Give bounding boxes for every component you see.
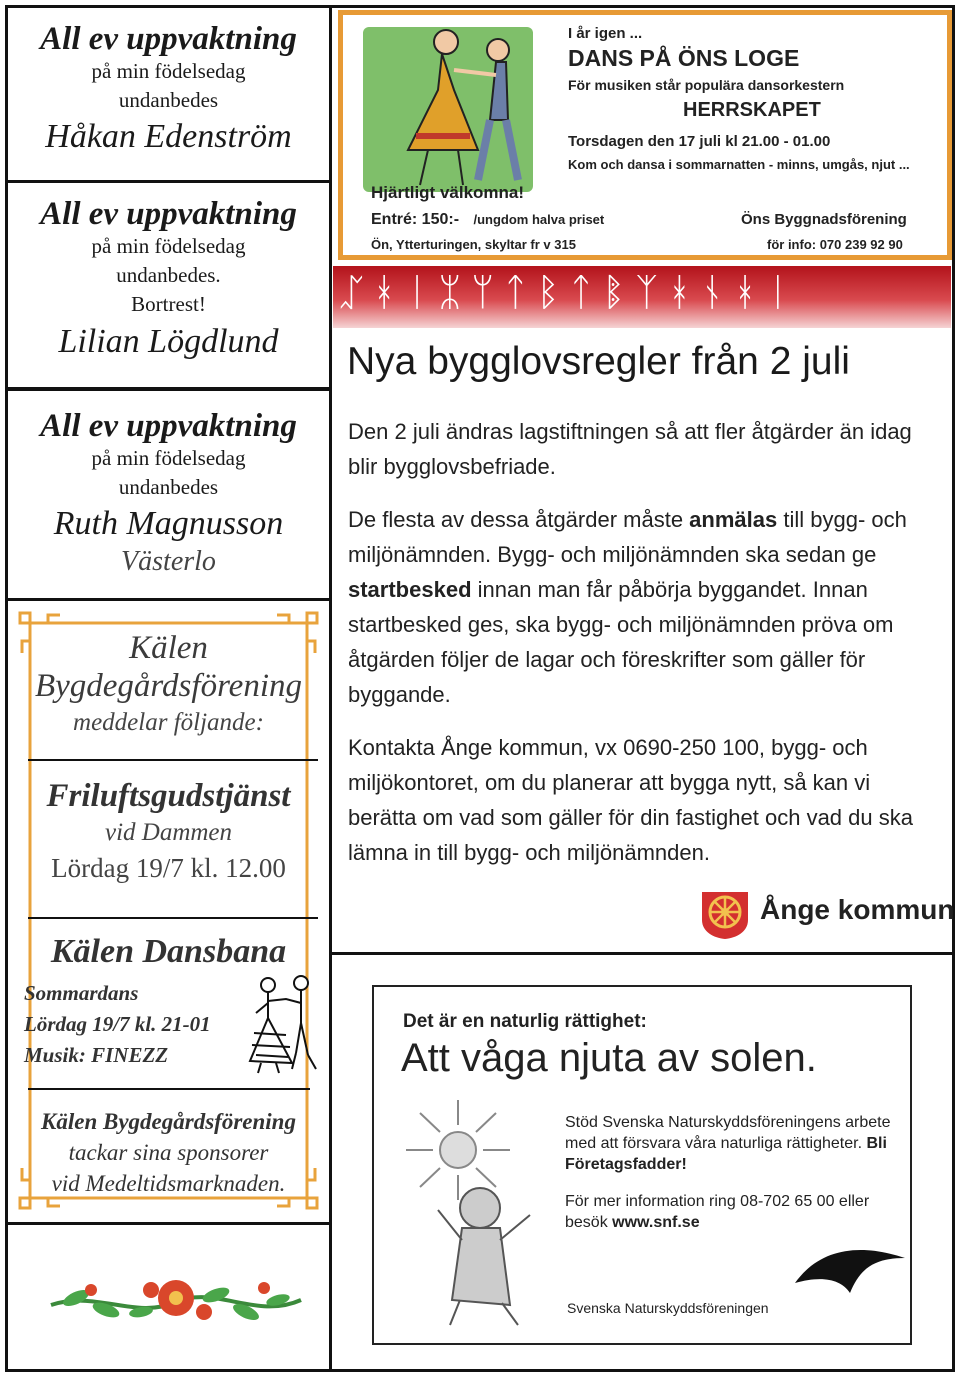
service-time: Lördag 19/7 kl. 12.00	[51, 853, 286, 883]
dancing-couple-icon	[246, 973, 324, 1078]
notice-line: undanbedes.	[116, 263, 221, 288]
flower-panel	[5, 1222, 332, 1372]
service-place: vid Dammen	[104, 819, 233, 846]
notice-line: på min födelsedag	[91, 233, 246, 258]
notice-name: Håkan Edenström	[45, 118, 292, 156]
bird-logo-icon	[790, 1238, 910, 1308]
dance-ad-organizer: Öns Byggnadsförening	[741, 211, 907, 228]
dance-line: Lördag 19/7 kl. 21-01	[24, 1012, 211, 1036]
kalen-panel	[5, 598, 332, 1225]
dance-ad-info: för info: 070 239 92 90	[767, 237, 903, 252]
notice-line: undanbedes	[118, 88, 219, 113]
kalen-org-line1: Kälen	[129, 630, 208, 666]
dance-ad-tagline: Kom och dansa i sommarnatten - minns, umgås, njut ...	[568, 157, 910, 172]
notice-name: Ruth Magnusson	[53, 505, 284, 543]
notice-heading: All ev uppvaktning	[40, 21, 297, 57]
kalen-announces: meddelar följande:	[73, 709, 264, 736]
dance-ad-location: Ön, Ytterturingen, skyltar fr v 315	[371, 237, 576, 252]
thanks-line: tackar sina sponsorer	[68, 1140, 269, 1165]
notice-line: undanbedes	[118, 475, 219, 500]
snf-headline: Att våga njuta av solen.	[401, 1036, 817, 1080]
dance-ad-entry: Entré: 150:-	[371, 211, 460, 228]
divider	[28, 759, 318, 761]
notice-line: på min födelsedag	[91, 445, 246, 470]
snf-body: Stöd Svenska Naturskyddsföreningens arbete med att försvara våra naturliga rättigheter. Bli Företagsfadder!	[565, 1114, 891, 1173]
dance-ad-subtitle: För musiken står populära dansorkestern	[568, 77, 845, 93]
notice-heading: All ev uppvaktning	[40, 408, 297, 444]
article-paragraph: Kontakta Ånge kommun, vx 0690-250 100, bygg- och miljökontoret, om du planerar att bygga nytt, så kan vi berätta om vad som gäller för din fastighet och vad du ska lämna in till bygg- och miljönämnden.	[348, 735, 913, 865]
service-title: Friluftsgudstjänst	[46, 778, 291, 814]
dance-line: Sommardans	[24, 981, 139, 1005]
thanks-line: vid Medeltidsmarknaden.	[51, 1171, 286, 1196]
article-title: Nya bygglovsregler från 2 juli	[347, 340, 850, 383]
divider	[28, 1088, 310, 1090]
ange-logo-text: Ånge kommun	[760, 894, 955, 925]
notice-2	[5, 180, 332, 390]
notice-heading: All ev uppvaktning	[40, 196, 297, 232]
ange-wheel-icon	[700, 890, 750, 940]
snf-contact: För mer information ring 08-702 65 00 eller besök www.snf.se	[565, 1193, 870, 1231]
dance-ad-welcome: Hjärtligt välkomna!	[371, 183, 525, 202]
dance-ad-title: DANS PÅ ÖNS LOGE	[568, 45, 800, 71]
thanks-line: Kälen Bygdegårdsförening	[41, 1109, 296, 1134]
notice-name: Lilian Lögdlund	[58, 322, 279, 360]
dancing-couple-icon	[358, 20, 548, 195]
article-paragraph: Den 2 juli ändras lagstiftningen så att fler åtgärder än idag blir bygglovsbefriade.	[348, 419, 912, 479]
dance-title: Kälen Dansbana	[50, 933, 287, 970]
article-paragraph: De flesta av dessa åtgärder måste anmälas till bygg- och miljönämnden. Bygg- och miljönämnden ska sedan ge startbesked innan man får påbörja byggandet. Innan startbesked ges, ska bygg- och miljönämnden pröva om åtgärden följer de lagar och föreskrifter som gäller för byggande.	[348, 507, 907, 707]
dance-ad-intro: I år igen ...	[568, 25, 643, 42]
person-icon	[430, 1180, 540, 1330]
notice-place: Västerlo	[121, 545, 216, 577]
rune-text: ᛢᚼᛁᛯᛘᛏᛒᛏᛔᛉᚼᚾᚼᛁ	[340, 270, 800, 314]
kalen-org-line2: Bygdegårdsförening	[34, 668, 302, 704]
notice-1	[5, 5, 332, 183]
dance-line: Musik: FINEZZ	[24, 1043, 169, 1067]
notice-line: på min födelsedag	[91, 58, 246, 83]
dance-ad-band: HERRSKAPET	[683, 99, 821, 121]
dance-ad-date: Torsdagen den 17 juli kl 21.00 - 01.00	[568, 133, 831, 150]
dance-ad-entry-note: /ungdom halva priset	[473, 212, 605, 227]
snf-org: Svenska Naturskyddsföreningen	[567, 1300, 769, 1316]
dance-ad	[338, 10, 952, 260]
flower-garland-icon	[46, 1260, 306, 1340]
divider	[28, 917, 318, 919]
snf-kicker: Det är en naturlig rättighet:	[403, 1011, 647, 1032]
notice-3	[5, 388, 332, 601]
notice-line: Bortrest!	[131, 292, 206, 317]
